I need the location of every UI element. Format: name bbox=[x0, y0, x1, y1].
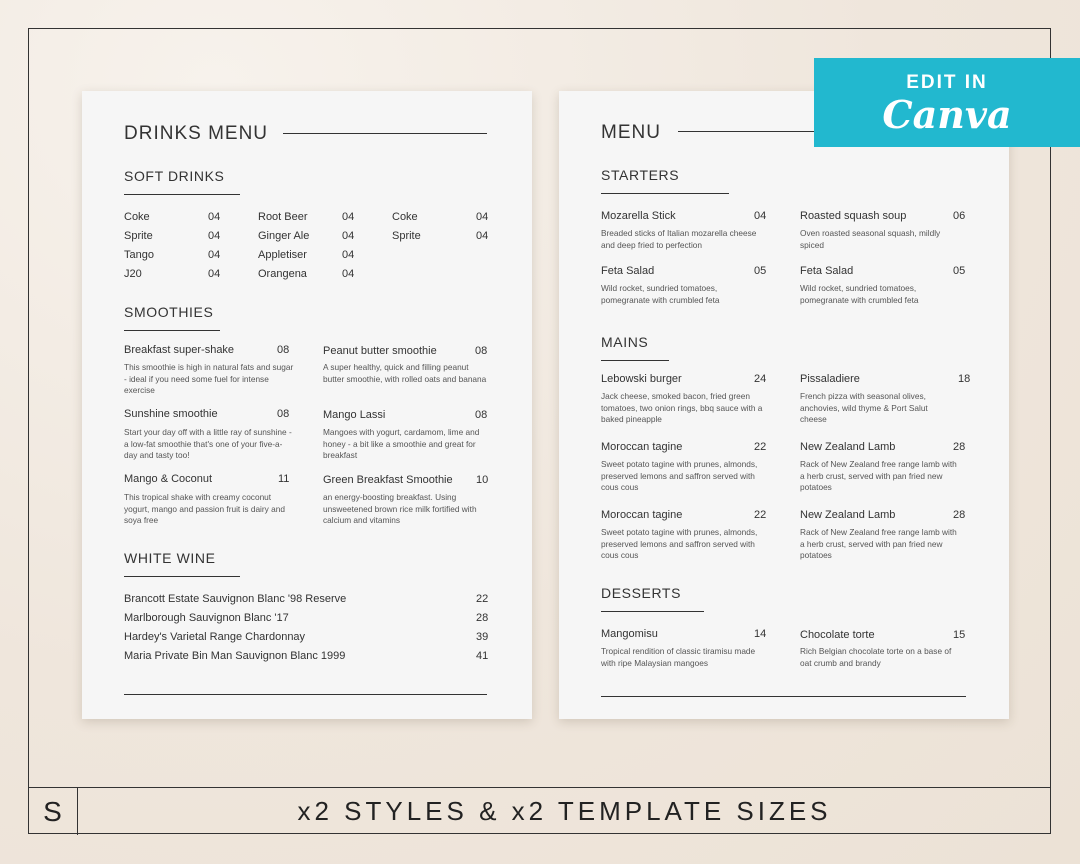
menu-item-name: J20 bbox=[124, 268, 142, 280]
footer-tagline: x2 STYLES & x2 TEMPLATE SIZES bbox=[297, 796, 832, 826]
section-rule bbox=[124, 194, 240, 195]
wine-item-name: Hardey's Varietal Range Chardonnay bbox=[124, 631, 306, 643]
wine-item-price: 22 bbox=[476, 593, 489, 605]
menu-item-price: 04 bbox=[342, 249, 355, 261]
menu-item-price: 04 bbox=[342, 268, 355, 280]
section-rule bbox=[124, 576, 240, 577]
menu-title: MENU bbox=[601, 122, 661, 143]
menu-item-price: 04 bbox=[342, 230, 355, 242]
menu-item-name: Tango bbox=[124, 249, 154, 261]
section-rule bbox=[601, 611, 704, 612]
food-menu-page bbox=[559, 91, 1009, 719]
menu-item-price: 28 bbox=[953, 509, 966, 521]
wine-item-name: Maria Private Bin Man Sauvignon Blanc 1999 bbox=[124, 650, 346, 662]
menu-item-name: New Zealand Lamb bbox=[800, 509, 896, 521]
section-title: STARTERS bbox=[601, 167, 680, 183]
menu-item-name: Roasted squash soup bbox=[800, 210, 907, 222]
menu-item-desc: Oven roasted seasonal squash, mildly spiced bbox=[800, 228, 941, 250]
canva-logo: Canva bbox=[882, 92, 1012, 137]
bottom-rule bbox=[601, 696, 966, 697]
drinks-menu-page bbox=[82, 91, 532, 719]
menu-item-price: 04 bbox=[476, 230, 489, 242]
menu-item-name: Coke bbox=[124, 211, 150, 223]
menu-item-name: Lebowski burger bbox=[601, 373, 682, 385]
menu-item-name: Peanut butter smoothie bbox=[323, 345, 437, 357]
wine-item-price: 39 bbox=[476, 631, 489, 643]
menu-item-name: Green Breakfast Smoothie bbox=[323, 474, 453, 486]
menu-item-price: 22 bbox=[754, 509, 767, 521]
menu-item-name: Root Beer bbox=[258, 211, 308, 223]
menu-item-desc: Tropical rendition of classic tiramisu made with ripe Malaysian mangoes bbox=[601, 646, 756, 668]
menu-item-name: Coke bbox=[392, 211, 418, 223]
menu-item-price: 04 bbox=[208, 268, 221, 280]
menu-item-price: 11 bbox=[278, 473, 290, 485]
menu-item-price: 04 bbox=[208, 249, 221, 261]
size-letter: S bbox=[28, 788, 78, 835]
menu-item-price: 10 bbox=[476, 474, 489, 486]
menu-item-price: 22 bbox=[754, 441, 767, 453]
menu-item-desc: This tropical shake with creamy coconut yogurt, mango and passion fruit is dairy and soya free bbox=[124, 492, 285, 526]
menu-item-desc: Jack cheese, smoked bacon, fried green tomatoes, two onion rings, bbq sauce with a baked pineapple bbox=[601, 391, 763, 425]
menu-item-desc: Start your day off with a little ray of sunshine - a low-fat smoothie that's one of your five-a-day and tasty too! bbox=[124, 427, 292, 461]
menu-item-name: Appletiser bbox=[258, 249, 307, 261]
wine-item-name: Marlborough Sauvignon Blanc '17 bbox=[124, 612, 289, 624]
menu-item-desc: French pizza with seasonal olives, anchovies, wild thyme & Port Salut cheese bbox=[800, 391, 928, 425]
menu-item-desc: Mangoes with yogurt, cardamom, lime and honey - a bit like a smoothie and great for breakfast bbox=[323, 427, 480, 461]
menu-item-name: Feta Salad bbox=[800, 265, 854, 277]
menu-item-name: Mango & Coconut bbox=[124, 473, 213, 485]
menu-item-desc: Wild rocket, sundried tomatoes, pomegranate with crumbled feta bbox=[601, 283, 720, 305]
menu-item-desc: Sweet potato tagine with prunes, almonds, preserved lemons and saffron served with cous cous bbox=[601, 459, 758, 493]
wine-item-price: 28 bbox=[476, 612, 489, 624]
wine-item-price: 41 bbox=[476, 650, 489, 662]
badge-edit-text: EDIT IN bbox=[906, 72, 988, 93]
menu-item-desc: A super healthy, quick and filling peanut butter smoothie, with rolled oats and banana bbox=[323, 362, 487, 384]
section-rule bbox=[124, 330, 220, 331]
wine-item-name: Brancott Estate Sauvignon Blanc '98 Reserve bbox=[124, 593, 347, 605]
menu-item-price: 04 bbox=[754, 210, 767, 222]
menu-item-price: 04 bbox=[208, 230, 221, 242]
section-title: SOFT DRINKS bbox=[124, 168, 225, 184]
menu-item-name: Breakfast super-shake bbox=[124, 344, 235, 356]
menu-item-price: 04 bbox=[208, 211, 221, 223]
menu-item-price: 04 bbox=[342, 211, 355, 223]
section-rule bbox=[601, 360, 669, 361]
menu-item-name: Ginger Ale bbox=[258, 230, 310, 242]
footer-bar bbox=[28, 787, 1051, 835]
menu-item-name: Sprite bbox=[124, 230, 153, 242]
menu-item-price: 04 bbox=[476, 211, 489, 223]
menu-item-name: Moroccan tagine bbox=[601, 509, 683, 521]
menu-item-desc: Breaded sticks of Italian mozarella cheese and deep fried to perfection bbox=[601, 228, 757, 250]
menu-item-desc: an energy-boosting breakfast. Using unsweetened brown rice milk fortified with calcium and vitamins bbox=[323, 492, 477, 526]
menu-item-price: 05 bbox=[754, 265, 767, 277]
menu-item-name: New Zealand Lamb bbox=[800, 441, 896, 453]
menu-item-price: 08 bbox=[475, 409, 488, 421]
menu-item-price: 24 bbox=[754, 373, 767, 385]
menu-item-price: 05 bbox=[953, 265, 966, 277]
edit-in-canva-badge bbox=[814, 58, 1080, 147]
menu-item-price: 14 bbox=[754, 628, 767, 640]
menu-item-desc: Wild rocket, sundried tomatoes, pomegranate with crumbled feta bbox=[800, 283, 919, 305]
menu-item-name: Moroccan tagine bbox=[601, 441, 683, 453]
section-title: MAINS bbox=[601, 334, 649, 350]
bottom-rule bbox=[124, 694, 487, 695]
section-title: SMOOTHIES bbox=[124, 304, 214, 320]
menu-item-desc: Rack of New Zealand free range lamb with a herb crust, served with pan fried new potatoes bbox=[800, 459, 957, 493]
menu-item-desc: Rich Belgian chocolate torte on a base of oat crumb and brandy bbox=[800, 646, 952, 668]
menu-item-name: Pissaladiere bbox=[800, 373, 860, 385]
menu-item-name: Sprite bbox=[392, 230, 421, 242]
menu-item-price: 06 bbox=[953, 210, 966, 222]
title-rule bbox=[283, 133, 487, 134]
menu-item-price: 18 bbox=[958, 373, 971, 385]
menu-item-desc: Sweet potato tagine with prunes, almonds, preserved lemons and saffron served with cous cous bbox=[601, 527, 758, 561]
menu-item-price: 08 bbox=[277, 408, 290, 420]
section-title: DESSERTS bbox=[601, 585, 682, 601]
menu-item-price: 28 bbox=[953, 441, 966, 453]
menu-item-name: Mango Lassi bbox=[323, 409, 386, 421]
menu-item-price: 08 bbox=[475, 345, 488, 357]
menu-item-name: Sunshine smoothie bbox=[124, 408, 218, 420]
menu-item-desc: Rack of New Zealand free range lamb with a herb crust, served with pan fried new potatoes bbox=[800, 527, 957, 561]
menu-item-name: Chocolate torte bbox=[800, 629, 875, 641]
menu-item-desc: This smoothie is high in natural fats and sugar - ideal if you need some fuel for intense exercise bbox=[124, 362, 294, 396]
menu-item-name: Orangena bbox=[258, 268, 307, 280]
section-title: WHITE WINE bbox=[124, 550, 216, 566]
menu-item-price: 08 bbox=[277, 344, 290, 356]
drinks-title: DRINKS MENU bbox=[124, 123, 269, 144]
menu-item-name: Mozarella Stick bbox=[601, 210, 676, 222]
menu-item-name: Feta Salad bbox=[601, 265, 655, 277]
section-rule bbox=[601, 193, 729, 194]
menu-item-name: Mangomisu bbox=[601, 628, 658, 640]
menu-item-price: 15 bbox=[953, 629, 966, 641]
